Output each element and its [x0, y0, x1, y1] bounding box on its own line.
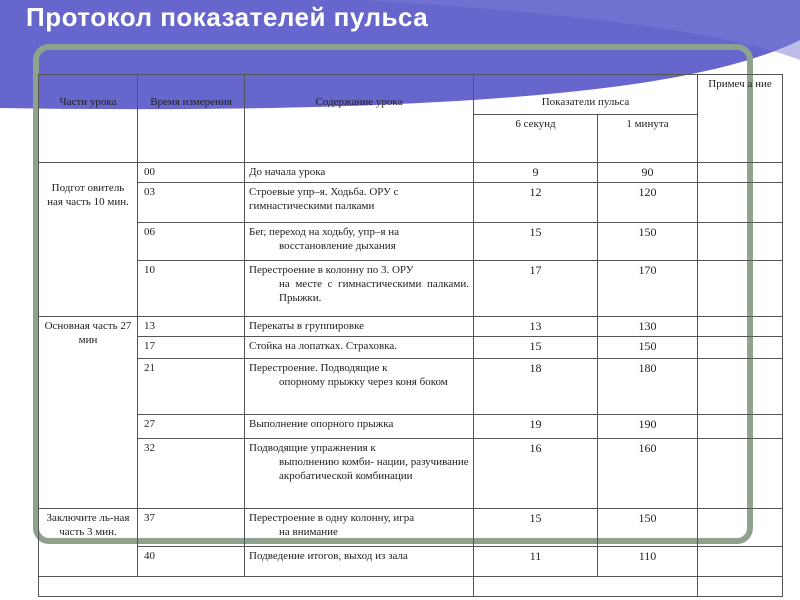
content-line-2: выполнению комби- нации, разучивание акробатической комбинации — [279, 456, 469, 482]
time-cell: 00 — [138, 163, 245, 183]
content-cell: Перекаты в группировке — [245, 317, 474, 337]
note-cell — [698, 317, 783, 337]
pulse-1m-cell: 150 — [598, 509, 698, 547]
time-cell: 17 — [138, 337, 245, 359]
content-line-1: Подводящие упражнения к — [249, 442, 376, 454]
table-row — [39, 317, 783, 337]
note-cell — [698, 509, 783, 547]
pulse-1m-cell: 180 — [598, 359, 698, 415]
note-cell — [698, 223, 783, 261]
partial-cell — [39, 577, 474, 597]
header-row — [39, 75, 783, 115]
table-row — [39, 183, 783, 223]
pulse-1m-cell: 160 — [598, 439, 698, 509]
section-preparatory: Подгот овитель ная часть 10 мин. — [39, 163, 138, 317]
pulse-1m-cell: 170 — [598, 261, 698, 317]
header-parts: Части урока — [39, 75, 138, 163]
section-final: Заключите ль-ная часть 3 мин. — [39, 509, 138, 577]
pulse-1m-cell: 190 — [598, 415, 698, 439]
note-cell — [698, 337, 783, 359]
pulse-1m-cell: 90 — [598, 163, 698, 183]
content-line-1: Бег, переход на ходьбу, упр–я на — [249, 226, 400, 238]
time-cell: 21 — [138, 359, 245, 415]
table-row-partial — [39, 577, 783, 597]
content-cell: Стойка на лопатках. Страховка. — [245, 337, 474, 359]
pulse-1m-cell: 150 — [598, 337, 698, 359]
note-cell — [698, 547, 783, 577]
content-cell — [245, 439, 474, 509]
time-cell: 32 — [138, 439, 245, 509]
note-cell — [698, 163, 783, 183]
header-1-minute: 1 минута — [598, 115, 698, 163]
pulse-6s-cell: 15 — [474, 337, 598, 359]
content-cell — [245, 261, 474, 317]
section-main: Основная часть 27 мин — [39, 317, 138, 509]
content-cell: Выполнение опорного прыжка — [245, 415, 474, 439]
time-cell: 37 — [138, 509, 245, 547]
note-cell — [698, 261, 783, 317]
table-row — [39, 223, 783, 261]
pulse-6s-cell: 18 — [474, 359, 598, 415]
pulse-6s-cell: 13 — [474, 317, 598, 337]
time-cell: 13 — [138, 317, 245, 337]
table-row — [39, 509, 783, 547]
note-cell — [698, 415, 783, 439]
header-pulse: Показатели пульса — [474, 75, 698, 115]
time-cell: 10 — [138, 261, 245, 317]
pulse-6s-cell: 17 — [474, 261, 598, 317]
pulse-6s-cell: 12 — [474, 183, 598, 223]
time-cell: 03 — [138, 183, 245, 223]
pulse-6s-cell: 19 — [474, 415, 598, 439]
partial-cell — [474, 577, 698, 597]
content-line-1: Перестроение в колонну по 3. ОРУ — [249, 264, 414, 276]
content-cell — [245, 223, 474, 261]
pulse-1m-cell: 120 — [598, 183, 698, 223]
pulse-6s-cell: 15 — [474, 223, 598, 261]
note-cell — [698, 183, 783, 223]
pulse-protocol-table — [38, 74, 783, 597]
pulse-6s-cell: 16 — [474, 439, 598, 509]
partial-cell — [698, 577, 783, 597]
pulse-6s-cell: 11 — [474, 547, 598, 577]
pulse-6s-cell: 9 — [474, 163, 598, 183]
table-row — [39, 261, 783, 317]
content-cell — [245, 359, 474, 415]
header-6-seconds: 6 секунд — [474, 115, 598, 163]
table-row — [39, 163, 783, 183]
note-cell — [698, 439, 783, 509]
pulse-1m-cell: 150 — [598, 223, 698, 261]
content-cell: Подведение итогов, выход из зала — [245, 547, 474, 577]
slide-title: Протокол показателей пульса — [26, 2, 429, 32]
content-line-1: Перестроение в одну колонну, игра — [249, 512, 415, 524]
header-note: Примеч а ние — [698, 75, 783, 163]
table-row — [39, 547, 783, 577]
time-cell: 40 — [138, 547, 245, 577]
content-line-2: опорному прыжку через коня боком — [279, 376, 448, 388]
content-line-2: на месте с гимнастическими палками. Прыжки. — [279, 278, 469, 304]
note-cell — [698, 359, 783, 415]
pulse-6s-cell: 15 — [474, 509, 598, 547]
time-cell: 27 — [138, 415, 245, 439]
content-line-2: на внимание — [279, 526, 338, 538]
table-row — [39, 359, 783, 415]
content-line-1: Перестроение. Подводящие к — [249, 362, 388, 374]
content-cell: Строевые упр–я. Ходьба. ОРУ с гимнастическими палками — [245, 183, 474, 223]
table-row — [39, 439, 783, 509]
header-content: Содержание урока — [245, 75, 474, 163]
content-line-2: восстановление дыхания — [279, 240, 396, 252]
pulse-1m-cell: 130 — [598, 317, 698, 337]
content-cell — [245, 509, 474, 547]
time-cell: 06 — [138, 223, 245, 261]
content-cell: До начала урока — [245, 163, 474, 183]
pulse-1m-cell: 110 — [598, 547, 698, 577]
table-row — [39, 415, 783, 439]
header-time: Время измерения — [138, 75, 245, 163]
table-row — [39, 337, 783, 359]
